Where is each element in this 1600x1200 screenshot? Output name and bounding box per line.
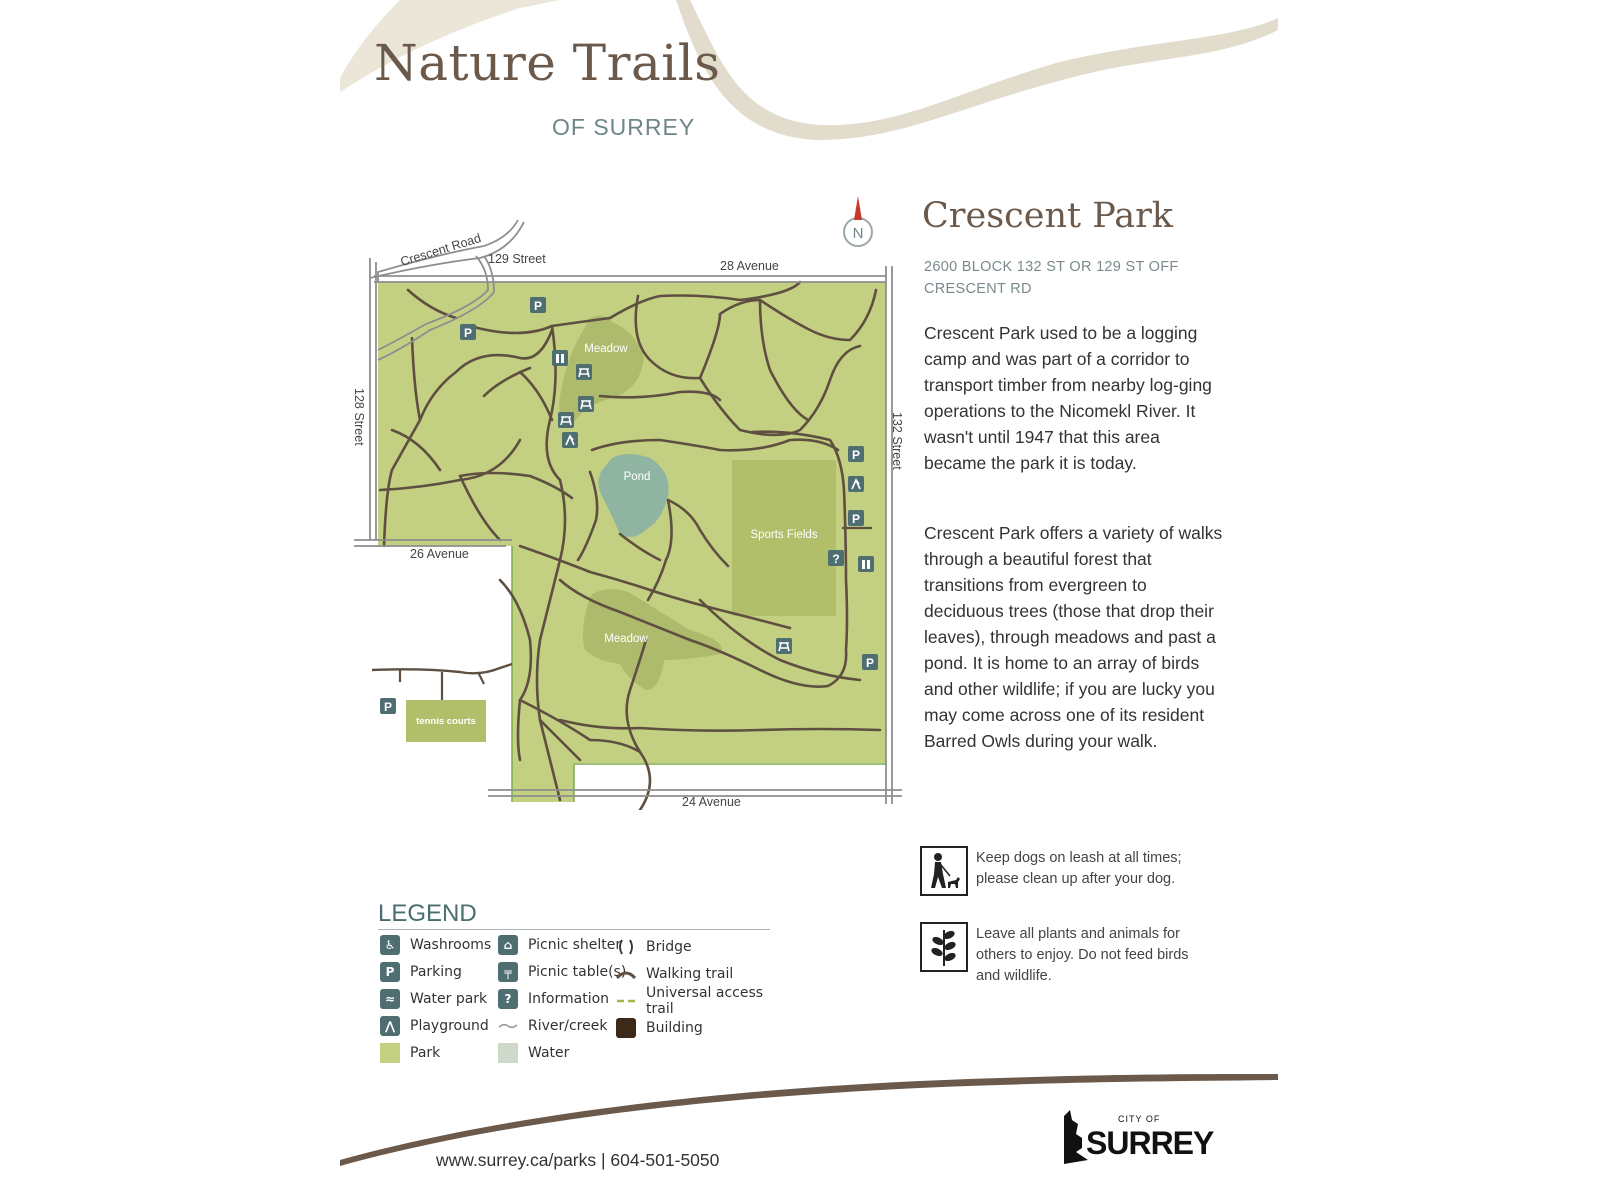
street-128-label: 128 Street xyxy=(352,388,366,446)
legend-item-universal-access-trail: Universal access trail xyxy=(616,990,786,1012)
legend-item-information: ? Information xyxy=(498,988,638,1010)
legend-column-3 xyxy=(616,936,786,1039)
footer-contact: www.surrey.ca/parks | 604-501-5050 xyxy=(436,1150,720,1170)
pond-label: Pond xyxy=(623,471,651,483)
legend-item-washrooms: ♿ Washrooms xyxy=(380,934,510,956)
legend-item-river-creek: River/creek xyxy=(498,1015,638,1037)
meadow-south-label: Meadow xyxy=(604,633,648,645)
legend-column-1 xyxy=(380,934,510,1064)
page-subtitle: OF SURREY xyxy=(552,114,696,140)
legend-item-playground: ⋀ Playground xyxy=(380,1015,510,1037)
tennis-court-trail xyxy=(372,664,512,673)
washroom-symbol xyxy=(858,556,874,572)
avenue-26-label: 26 Avenue xyxy=(410,547,469,561)
leaf-icon xyxy=(922,924,966,970)
picnic-table-symbol xyxy=(578,396,594,412)
legend-title: LEGEND xyxy=(378,900,477,927)
street-132-label: 132 Street xyxy=(890,412,904,470)
tennis-courts-label: tennis courts xyxy=(416,716,476,727)
avenue-28-label: 28 Avenue xyxy=(720,259,779,273)
svg-text:P: P xyxy=(851,512,861,526)
picnic-shelter-icon: ⌂ xyxy=(498,935,518,955)
svg-text:?: ? xyxy=(832,552,840,566)
logo-large-text: SURREY xyxy=(1086,1125,1214,1161)
dog-rule-icon-box xyxy=(920,846,968,896)
header-swoosh xyxy=(676,0,1278,140)
building-icon xyxy=(616,1018,636,1038)
playground-symbol xyxy=(562,432,578,448)
logo-tree-mark xyxy=(1064,1110,1088,1164)
washroom-icon: ♿ xyxy=(380,935,400,955)
page-title: Nature Trails xyxy=(374,34,721,92)
legend-item-bridge: Bridge xyxy=(616,936,786,958)
park-name: Crescent Park xyxy=(922,196,1174,236)
washroom-symbol xyxy=(552,350,568,366)
crescent-road-label: Crescent Road xyxy=(398,231,483,269)
river-creek-icon xyxy=(498,1016,518,1036)
park-map xyxy=(340,190,920,810)
meadow-north-label: Meadow xyxy=(584,343,628,355)
city-of-surrey-logo xyxy=(1062,1108,1232,1164)
picnic-table-symbol xyxy=(558,412,574,428)
dog-rule-text: Keep dogs on leash at all times; please clean up after your dog. xyxy=(976,850,1182,887)
parking-icon: P xyxy=(380,962,400,982)
avenue-24-label: 24 Avenue xyxy=(682,795,741,809)
water-swatch-icon xyxy=(498,1043,518,1063)
information-symbol xyxy=(828,550,844,566)
legend-item-water-park: ≈ Water park xyxy=(380,988,510,1010)
legend-divider xyxy=(378,929,770,930)
park-description-history: Crescent Park used to be a logging camp and was part of a corridor to transport timber from nearby log-ging operations to the Nicomekl River. It wasn't until 1947 that this area became the park it is today. xyxy=(924,323,1212,473)
logo-small-text: CITY OF xyxy=(1118,1114,1161,1124)
legend-item-picnic-table: ╤ Picnic table(s) xyxy=(498,961,638,983)
svg-text:P: P xyxy=(851,448,861,462)
legend-item-parking: P Parking xyxy=(380,961,510,983)
legend-item-picnic-shelter: ⌂ Picnic shelter xyxy=(498,934,638,956)
legend-item-water: Water xyxy=(498,1042,638,1064)
sports-fields-label: Sports Fields xyxy=(750,529,818,541)
svg-text:P: P xyxy=(463,326,473,340)
park-description-features: Crescent Park offers a variety of walks through a beautiful forest that transitions from evergreen to deciduous trees (those that drop their leaves), through meadows and past a pond. It is home to an array of birds and other wildlife; if you are lucky you may come across one of its resident Barred Owls during your walk. xyxy=(924,523,1223,751)
plants-rule-icon-box xyxy=(920,922,968,972)
parking-symbol xyxy=(460,324,476,340)
park-address: 2600 BLOCK 132 ST OR 129 ST OFF CRESCENT RD xyxy=(924,259,1179,297)
parking-symbol xyxy=(862,654,878,670)
svg-text:P: P xyxy=(383,700,393,714)
legend-item-building: Building xyxy=(616,1017,786,1039)
svg-text:P: P xyxy=(533,299,543,313)
plants-rule-text: Leave all plants and animals for others to enjoy. Do not feed birds and wildlife. xyxy=(976,926,1189,984)
information-icon: ? xyxy=(498,989,518,1009)
parking-symbol xyxy=(848,510,864,526)
picnic-table-symbol xyxy=(776,638,792,654)
universal-access-trail-icon xyxy=(616,991,636,1011)
playground-icon: ⋀ xyxy=(380,1016,400,1036)
bridge-icon xyxy=(616,937,636,957)
parking-symbol xyxy=(380,698,396,714)
park-swatch-icon xyxy=(380,1043,400,1063)
water-park-icon: ≈ xyxy=(380,989,400,1009)
compass-label: N xyxy=(852,225,864,242)
dog-walker-icon xyxy=(922,848,966,894)
street-129-label: 129 Street xyxy=(488,252,546,266)
picnic-table-icon: ╤ xyxy=(498,962,518,982)
picnic-table-symbol xyxy=(576,364,592,380)
playground-symbol xyxy=(848,476,864,492)
walking-trail-icon xyxy=(616,964,636,984)
parking-symbol xyxy=(848,446,864,462)
svg-text:P: P xyxy=(865,656,875,670)
legend-item-walking-trail: Walking trail xyxy=(616,963,786,985)
north-compass xyxy=(844,196,872,246)
legend-item-park: Park xyxy=(380,1042,510,1064)
parking-symbol xyxy=(530,297,546,313)
